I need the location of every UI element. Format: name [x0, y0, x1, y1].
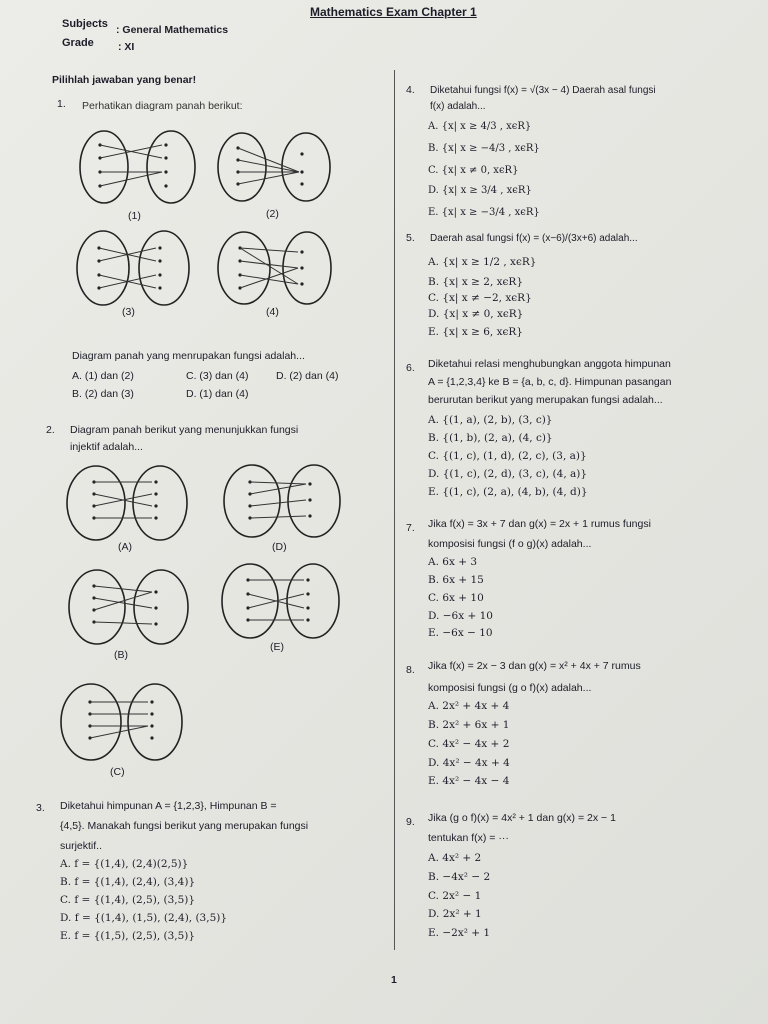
q6-line1: Diketahui relasi menghubungkan anggota himpunan [428, 358, 671, 370]
q2-label-b: (B) [114, 649, 128, 661]
q9-option-e: E. −2x² + 1 [428, 927, 491, 939]
page-number: 1 [391, 974, 397, 986]
q1-label-4: (4) [266, 306, 279, 318]
q6-option-b: B. {(1, b), (2, a), (4, c)} [428, 432, 553, 444]
q3-option-a: A. f = {(1,4), (2,4)(2,5)} [60, 858, 189, 870]
q1-number: 1. [57, 98, 66, 110]
q2-diagram-a [64, 462, 194, 544]
q2-label-a: (A) [118, 541, 132, 553]
page-title: Mathematics Exam Chapter 1 [310, 5, 477, 19]
q1-diagram-4 [214, 228, 338, 310]
q6-number: 6. [406, 362, 415, 374]
q7-option-c: C. 6x + 10 [428, 592, 484, 604]
q4-option-d: D. {x| x ≥ 3/4 , xϵR} [428, 185, 532, 196]
q6-option-a: A. {(1, a), (2, b), (3, c)} [428, 414, 553, 426]
q3-line3: surjektif.. [60, 840, 103, 852]
q3-option-d: D. f = {(1,4), (1,5), (2,4), (3,5)} [60, 912, 228, 924]
q1-diagram-1 [78, 130, 198, 212]
q1-option-c: C. (3) dan (4) [186, 370, 249, 382]
q9-line2: tentukan f(x) = ··· [428, 832, 509, 844]
q1-option-d2: D. (1) dan (4) [186, 388, 249, 400]
q8-option-c: C. 4x² − 4x + 2 [428, 738, 510, 750]
q5-option-b: B. {x| x ≥ 2, xϵR} [428, 276, 524, 288]
q4-line1: Diketahui fungsi f(x) = √(3x − 4) Daerah asal fungsi [430, 85, 656, 96]
q8-option-b: B. 2x² + 6x + 1 [428, 719, 510, 731]
q2-line1: Diagram panah berikut yang menunjukkan fungsi [70, 424, 299, 436]
q7-option-d: D. −6x + 10 [428, 610, 493, 622]
subjects-value: : General Mathematics [116, 24, 229, 36]
q8-number: 8. [406, 664, 415, 676]
q8-line2: komposisi fungsi (g o f)(x) adalah... [428, 682, 592, 694]
q1-prompt: Diagram panah yang menrupakan fungsi adalah... [72, 350, 305, 362]
q2-label-c: (C) [110, 766, 125, 778]
q6-option-e: E. {(1, c), (2, a), (4, b), (4, d)} [428, 486, 588, 498]
q1-option-a: A. (1) dan (2) [72, 370, 134, 382]
q9-option-b: B. −4x² − 2 [428, 871, 491, 883]
q3-line2: {4,5}. Manakah fungsi berikut yang merupakan fungsi [60, 820, 309, 832]
q6-line2: A = {1,2,3,4} ke B = {a, b, c, d}. Himpunan pasangan [428, 376, 672, 388]
grade-value: : XI [118, 41, 135, 53]
q6-option-c: C. {(1, c), (1, d), (2, c), (3, a)} [428, 450, 587, 462]
q2-line2: injektif adalah... [70, 441, 143, 453]
instruction: Pilihlah jawaban yang benar! [52, 74, 197, 86]
q9-option-a: A. 4x² + 2 [428, 852, 482, 864]
q1-text: Perhatikan diagram panah berikut: [82, 100, 243, 112]
q1-option-b: B. (2) dan (3) [72, 388, 134, 400]
q5-number: 5. [406, 232, 415, 244]
q3-option-c: C. f = {(1,4), (2,5), (3,5)} [60, 894, 196, 906]
q5-option-e: E. {x| x ≥ 6, xϵR} [428, 326, 523, 338]
q8-option-a: A. 2x² + 4x + 4 [428, 700, 510, 712]
q7-option-a: A. 6x + 3 [428, 556, 478, 568]
q1-diagram-2 [214, 130, 334, 212]
q2-diagram-e [220, 560, 344, 642]
q2-label-e: (E) [270, 641, 284, 653]
q2-number: 2. [46, 424, 55, 436]
q4-line2: f(x) adalah... [430, 101, 486, 112]
q3-option-b: B. f = {(1,4), (2,4), (3,4)} [60, 876, 196, 888]
q9-number: 9. [406, 816, 415, 828]
q8-line1: Jika f(x) = 2x − 3 dan g(x) = x² + 4x + 7 rumus [428, 660, 641, 672]
q8-option-e: E. 4x² − 4x − 4 [428, 775, 510, 787]
subjects-label: Subjects [62, 18, 108, 30]
q1-option-d: D. (2) dan (4) [276, 370, 339, 382]
q7-number: 7. [406, 522, 415, 534]
q5-option-c: C. {x| x ≠ −2, xϵR} [428, 292, 532, 304]
q7-line1: Jika f(x) = 3x + 7 dan g(x) = 2x + 1 rumus fungsi [428, 518, 651, 530]
q2-diagram-c [58, 680, 188, 764]
q3-line1: Diketahui himpunan A = {1,2,3}, Himpunan B = [60, 800, 277, 812]
q7-option-e: E. −6x − 10 [428, 627, 493, 639]
q2-diagram-d [222, 462, 346, 544]
q4-option-b: B. {x| x ≥ −4/3 , xϵR} [428, 143, 540, 154]
q9-option-d: D. 2x² + 1 [428, 908, 482, 920]
q2-label-d: (D) [272, 541, 287, 553]
q9-line1: Jika (g o f)(x) = 4x² + 1 dan g(x) = 2x − 1 [428, 812, 616, 824]
q5-option-d: D. {x| x ≠ 0, xϵR} [428, 308, 524, 320]
q8-option-d: D. 4x² − 4x + 4 [428, 757, 510, 769]
q7-option-b: B. 6x + 15 [428, 574, 484, 586]
grade-label: Grade [62, 37, 94, 49]
q6-line3: berurutan berikut yang merupakan fungsi adalah... [428, 394, 663, 406]
q4-number: 4. [406, 84, 415, 96]
q3-number: 3. [36, 802, 45, 814]
q7-line2: komposisi fungsi (f o g)(x) adalah... [428, 538, 592, 550]
q1-diagram-3 [74, 228, 198, 310]
q1-label-2: (2) [266, 208, 279, 220]
q2-diagram-b [64, 566, 194, 648]
q1-label-3: (3) [122, 306, 135, 318]
q3-option-e: E. f = {(1,5), (2,5), (3,5)} [60, 930, 196, 942]
q5-line1: Daerah asal fungsi f(x) = (x−6)/(3x+6) adalah... [430, 233, 638, 244]
q9-option-c: C. 2x² − 1 [428, 890, 482, 902]
q4-option-c: C. {x| x ≠ 0, xϵR} [428, 165, 519, 176]
q1-label-1: (1) [128, 210, 141, 222]
q6-option-d: D. {(1, c), (2, d), (3, c), (4, a)} [428, 468, 588, 480]
q4-option-e: E. {x| x ≥ −3/4 , xϵR} [428, 207, 540, 218]
column-divider [394, 70, 395, 950]
q5-option-a: A. {x| x ≥ 1/2 , xϵR} [428, 256, 537, 268]
q4-option-a: A. {x| x ≥ 4/3 , xϵR} [428, 121, 532, 132]
